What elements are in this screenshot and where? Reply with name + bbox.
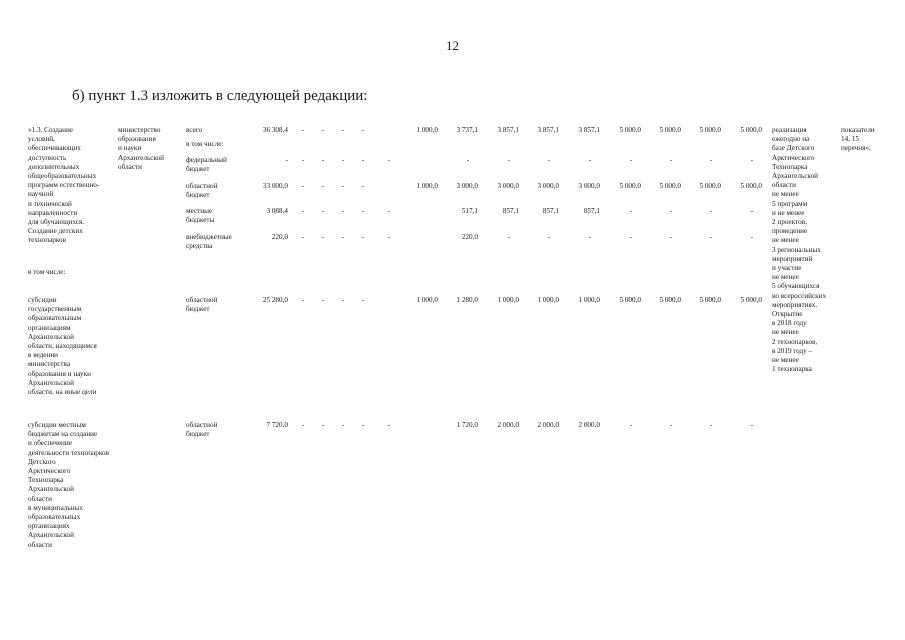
year-amount: 2 000,0 [578, 421, 600, 429]
year-amount: 1 000,0 [416, 126, 438, 134]
year-amount: - [669, 156, 673, 164]
year-amount: - [301, 126, 305, 134]
year-amount: - [301, 156, 305, 164]
row-name: в том числе: [28, 268, 66, 276]
year-amount: 5 000,0 [699, 296, 721, 304]
page-number: 12 [446, 38, 459, 53]
year-amount: 1 000,0 [537, 296, 559, 304]
year-amount: 1 720,0 [456, 421, 478, 429]
year-amount: 5 000,0 [659, 296, 681, 304]
year-amount: 3 857,1 [578, 126, 600, 134]
year-amount: - [387, 233, 391, 241]
year-amount: - [750, 421, 754, 429]
year-amount: 2 000,0 [497, 421, 519, 429]
expected-result: реализация ежегодно на базе Детского Арктического Технопарка Архангельской области не менее 5 программ и не менее 2 проектов, проведение не менее 3 региональных мероприятий и участие не менее 5 обучающихся во всероссийских мероприятиях. Открытие в 2018 году не менее 2 технопарков, в 2019 году – не менее 1 технопарка [772, 126, 827, 374]
year-amount: - [321, 126, 325, 134]
funding-source: всего [186, 126, 203, 134]
year-amount: 1 280,0 [456, 296, 478, 304]
year-amount: 1 000,0 [578, 296, 600, 304]
indicators-ref: показатели 14, 15 перечня»; [841, 126, 875, 153]
year-amount: - [750, 207, 754, 215]
year-amount: - [669, 207, 673, 215]
year-amount: 3 857,1 [497, 126, 519, 134]
funding-source: областной бюджет [186, 421, 218, 439]
year-amount: 3 000,0 [497, 182, 519, 190]
year-amount: 857,1 [583, 207, 600, 215]
year-amount: - [341, 207, 345, 215]
year-amount: - [709, 421, 713, 429]
year-amount: - [341, 421, 345, 429]
year-amount: 857,1 [502, 207, 519, 215]
year-amount: - [387, 421, 391, 429]
year-amount: - [669, 233, 673, 241]
year-amount: 3 000,0 [456, 182, 478, 190]
year-amount: - [750, 233, 754, 241]
year-amount: - [709, 156, 713, 164]
year-amount: - [301, 296, 305, 304]
year-amount: 5 000,0 [619, 126, 641, 134]
year-amount: 5 000,0 [740, 182, 762, 190]
year-amount: 3 000,0 [578, 182, 600, 190]
funding-source: областной бюджет [186, 296, 218, 314]
funding-source: областной бюджет [186, 182, 218, 200]
total-amount: 7 720,0 [266, 421, 288, 429]
year-amount: - [301, 182, 305, 190]
year-amount: - [588, 233, 592, 241]
year-amount: - [321, 296, 325, 304]
year-amount: - [321, 182, 325, 190]
year-amount: - [341, 126, 345, 134]
year-amount: 517,1 [461, 207, 478, 215]
funding-source: местные бюджеты [186, 207, 215, 225]
total-amount: 36 308,4 [262, 126, 288, 134]
year-amount: 5 000,0 [740, 296, 762, 304]
year-amount: - [361, 207, 365, 215]
year-amount: - [341, 156, 345, 164]
year-amount: 3 857,1 [537, 126, 559, 134]
year-amount: - [341, 233, 345, 241]
executor: министерство образования и науки Архангельской области [118, 126, 164, 171]
year-amount: 5 000,0 [699, 182, 721, 190]
year-amount: - [361, 421, 365, 429]
year-amount: - [750, 156, 754, 164]
year-amount: - [301, 233, 305, 241]
year-amount: - [466, 156, 470, 164]
year-amount: - [301, 421, 305, 429]
year-amount: 1 000,0 [416, 182, 438, 190]
year-amount: - [321, 233, 325, 241]
year-amount: 1 000,0 [497, 296, 519, 304]
year-amount: - [547, 233, 551, 241]
funding-source: внебюджетные средства [186, 233, 232, 251]
year-amount: - [341, 182, 345, 190]
year-amount: 1 000,0 [416, 296, 438, 304]
year-amount: - [629, 233, 633, 241]
year-amount: - [361, 233, 365, 241]
total-amount: 33 000,0 [262, 182, 288, 190]
year-amount: 5 000,0 [619, 182, 641, 190]
year-amount: - [301, 207, 305, 215]
year-amount: 5 000,0 [619, 296, 641, 304]
year-amount: 5 000,0 [740, 126, 762, 134]
year-amount: - [507, 233, 511, 241]
total-amount: - [285, 156, 288, 164]
year-amount: - [321, 156, 325, 164]
funding-source: в том числе: [186, 140, 224, 148]
funding-source: федеральный бюджет [186, 156, 227, 174]
year-amount: 3 737,1 [456, 126, 478, 134]
year-amount: - [629, 421, 633, 429]
year-amount: 857,1 [542, 207, 559, 215]
year-amount: 3 000,0 [537, 182, 559, 190]
year-amount: - [321, 207, 325, 215]
year-amount: 5 000,0 [659, 126, 681, 134]
year-amount: - [669, 421, 673, 429]
year-amount: - [709, 233, 713, 241]
total-amount: 3 088,4 [266, 207, 288, 215]
year-amount: - [361, 126, 365, 134]
year-amount: - [341, 296, 345, 304]
year-amount: - [629, 156, 633, 164]
total-amount: 220,0 [271, 233, 288, 241]
year-amount: - [588, 156, 592, 164]
year-amount: 2 000,0 [537, 421, 559, 429]
year-amount: - [361, 182, 365, 190]
row-name: субсидии государственным образовательным организациям Архангельской области, находящимся в ведении министерства образования и науки Архангельской области, на иные цели [28, 296, 97, 397]
year-amount: - [507, 156, 511, 164]
year-amount: - [387, 207, 391, 215]
year-amount: - [629, 207, 633, 215]
row-name: «1.3. Создание условий, обеспечивающих доступность дополнительных общеобразовательных программ естественно- научной и технической направленности для обучающихся. Создание детских технопарков [28, 126, 100, 245]
year-amount: 220,0 [461, 233, 478, 241]
row-name: субсидии местным бюджетам на создание и обеспечение деятельности технопарков Детского Арктического Технопарка Архангельской области в муниципальных образовательных организациях Архангельской области [28, 421, 109, 549]
year-amount: - [709, 207, 713, 215]
year-amount: - [361, 156, 365, 164]
year-amount: - [547, 156, 551, 164]
year-amount: - [361, 296, 365, 304]
year-amount: - [321, 421, 325, 429]
year-amount: 5 000,0 [699, 126, 721, 134]
year-amount: 5 000,0 [659, 182, 681, 190]
amendment-heading: б) пункт 1.3 изложить в следующей редакции: [72, 88, 368, 104]
total-amount: 25 280,0 [262, 296, 288, 304]
year-amount: - [387, 156, 391, 164]
